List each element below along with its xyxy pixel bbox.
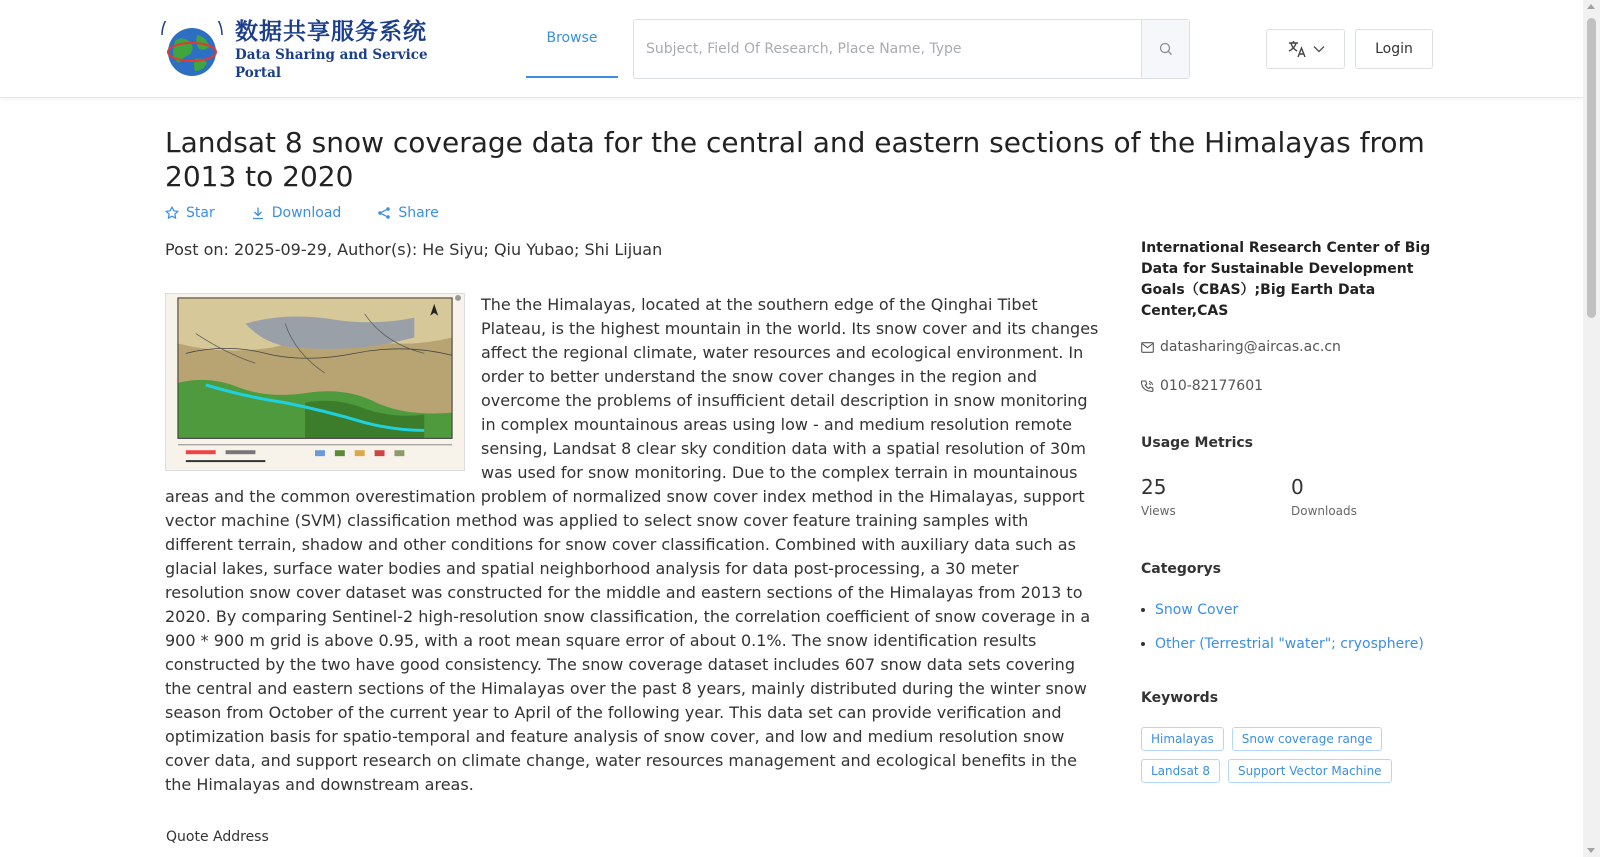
downloads-count: 0 (1291, 475, 1304, 499)
downloads-label: Downloads (1291, 504, 1357, 518)
chevron-down-icon (1313, 45, 1325, 53)
search-bar (633, 19, 1190, 79)
contact-phone[interactable] (1141, 378, 1263, 394)
usage-metrics (1141, 474, 1441, 518)
search-input[interactable] (634, 20, 1141, 78)
translate-icon (1287, 40, 1307, 58)
keyword-tag[interactable]: Himalayas (1141, 727, 1224, 751)
bullet-icon (1141, 608, 1145, 612)
categories-list (1141, 600, 1424, 668)
dataset-actions (165, 205, 439, 221)
quote-address-heading: Quote Address (166, 829, 269, 845)
dataset-title: Landsat 8 snow coverage data for the central and eastern sections of the Himalayas from 2013 to 2020 (165, 126, 1425, 193)
keyword-tag[interactable]: Snow coverage range (1232, 727, 1383, 751)
site-logo[interactable] (153, 20, 438, 80)
usage-metrics-heading: Usage Metrics (1141, 435, 1253, 451)
download-label: Download (271, 205, 342, 221)
share-label: Share (398, 205, 439, 221)
phone-icon (1141, 380, 1154, 393)
logo-english-title: Data Sharing and Service Portal (235, 47, 428, 81)
share-icon (377, 206, 391, 220)
organization-name: International Research Center of Big Data for Sustainable Development Goals（CBAS）;Big Earth Data Center,CAS (1141, 240, 1431, 319)
mail-icon (1141, 342, 1154, 353)
top-header (0, 0, 1600, 98)
bullet-icon (1141, 642, 1145, 646)
search-icon (1159, 42, 1173, 56)
dataset-abstract (165, 293, 1100, 797)
categories-heading: Categorys (1141, 561, 1221, 577)
dataset-meta: Post on: 2025-09-29, Author(s): He Siyu; Qiu Yubao; Shi Lijuan (165, 240, 663, 259)
language-switch-button[interactable] (1266, 29, 1345, 69)
star-button[interactable] (165, 205, 215, 221)
scrollbar-thumb[interactable] (1587, 18, 1596, 318)
email-text: datasharing@aircas.ac.cn (1160, 339, 1341, 355)
page-scrollbar[interactable] (1583, 0, 1600, 857)
category-label: Other (Terrestrial "water"; cryosphere) (1155, 636, 1424, 652)
abstract-text: The the Himalayas, located at the southern edge of the Qinghai Tibet Plateau, is the highest mountain in the world. Its snow cover and its changes affect the regional climate, water resources and ecological environment. In order to better understand the snow cover changes in the region and overcome the problems of insufficient detail description in snow monitoring in complex mountainous areas using low - and medium resolution remote sensing, Landsat 8 clear sky condition data with a spatial resolution of 30m was used for snow monitoring. Due to the complex terrain in mountainous areas and the common overestimation problem of normalized snow cover index method in the Himalayas, support vector machine (SVM) classification method was applied to select snow cover feature training samples with different terrain, shadow and other conditions for snow cover classification. Combined with auxiliary data such as glacial lakes, surface water bodies and spatial neighborhood analysis for data post-processing, a 30 meter resolution snow cover dataset was constructed for the middle and eastern sections of the Himalayas from 2013 to 2020. By comparing Sentinel-2 high-resolution snow classification, the correlation coefficient of snow coverage in a 900 * 900 m grid is above 0.95, with a root mean square error of about 0.1%. The snow identification results constructed by the two have good consistency. The snow coverage dataset includes 607 snow data sets covering the central and eastern sections of the Himalayas over the past 8 years, mainly distributed during the winter snow season from October of the current year to April of the following year. This data set can provide verification and optimization basis for spatio-temporal and feature analysis of snow cover, and low and medium resolution snow cover data, and support research on climate change, water resources management and ecological benefits in the the Himalayas and downstream areas. (165, 295, 1099, 794)
category-link[interactable] (1141, 600, 1424, 620)
share-button[interactable] (377, 205, 438, 221)
star-label: Star (186, 205, 215, 221)
scroll-down-arrow-icon[interactable] (1587, 848, 1595, 853)
keywords-list (1141, 727, 1451, 783)
contact-email[interactable] (1141, 339, 1341, 355)
globe-logo-icon (153, 21, 231, 79)
keyword-tag[interactable]: Landsat 8 (1141, 759, 1220, 783)
dataset-thumbnail-map[interactable] (165, 293, 465, 471)
downloads-metric (1291, 474, 1441, 518)
logo-chinese-title: 数据共享服务系统 (235, 19, 427, 45)
login-button[interactable]: Login (1355, 29, 1433, 69)
category-link[interactable] (1141, 634, 1424, 654)
phone-text: 010-82177601 (1160, 378, 1264, 394)
dataset-sidebar (1141, 238, 1441, 778)
keywords-heading: Keywords (1141, 690, 1219, 706)
download-icon (251, 206, 265, 220)
search-button[interactable] (1141, 20, 1189, 78)
category-label: Snow Cover (1155, 602, 1239, 618)
scroll-up-arrow-icon[interactable] (1587, 4, 1595, 9)
star-icon (165, 206, 179, 220)
views-metric (1141, 474, 1291, 518)
keyword-tag[interactable]: Support Vector Machine (1228, 759, 1392, 783)
views-count: 25 (1141, 475, 1167, 499)
nav-browse-tab[interactable]: Browse (526, 0, 618, 78)
views-label: Views (1141, 504, 1176, 518)
download-button[interactable] (251, 205, 342, 221)
